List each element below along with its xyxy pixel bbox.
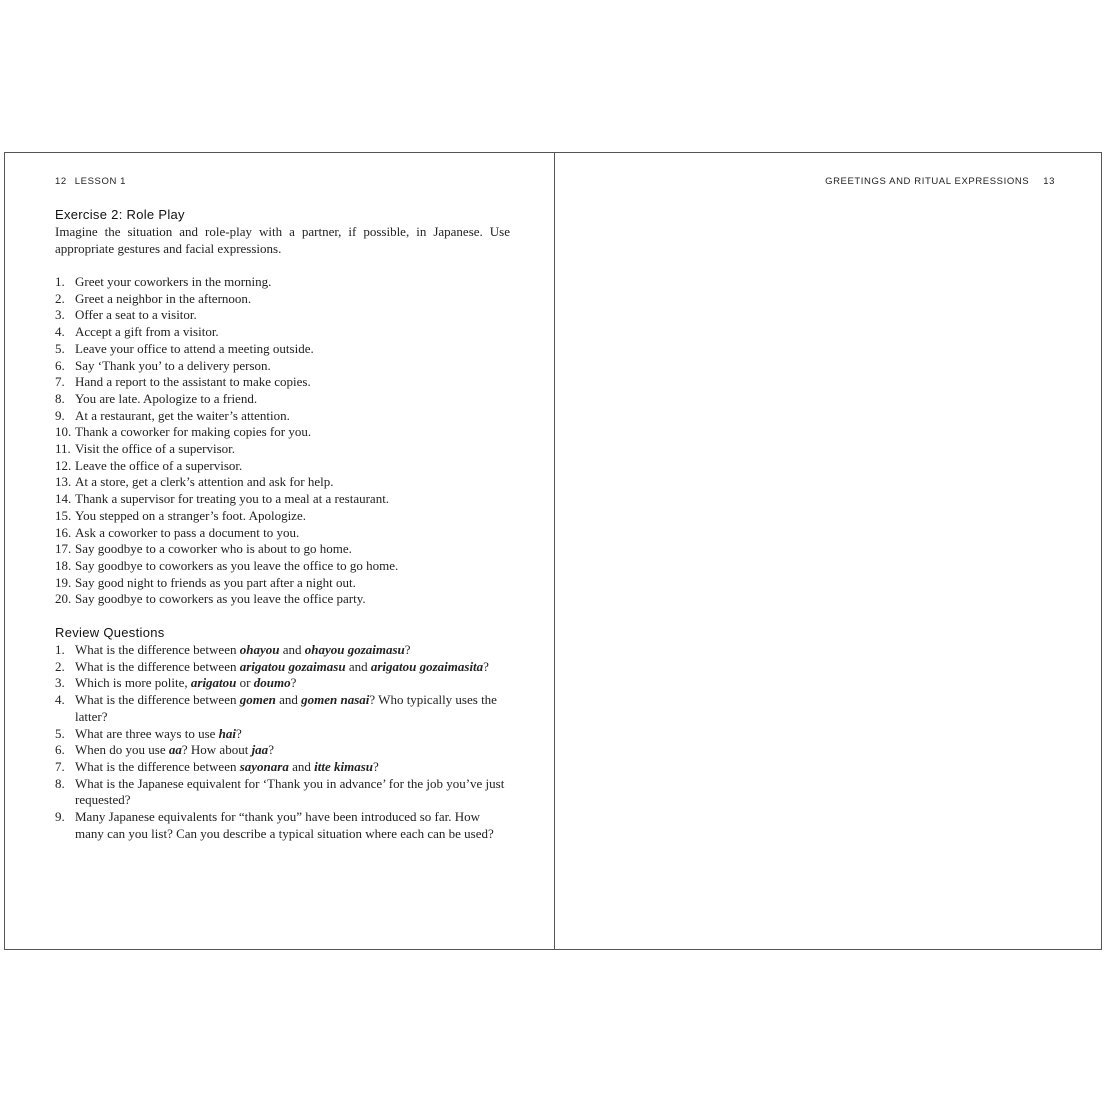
japanese-term: sayonara [239,758,289,774]
item-number: 2. [55,290,65,306]
item-number: 14. [55,491,72,507]
review-questions-list [55,642,510,842]
question-text: and [279,642,305,658]
question-number: 3. [55,675,65,691]
question-text: What is the difference between [75,692,240,708]
question-number: 1. [55,642,65,658]
right-running-title: GREETINGS AND RITUAL EXPRESSIONS [825,176,1030,187]
exercise-list [55,274,510,608]
review-question [55,809,510,842]
item-number: 7. [55,374,65,390]
exercise-item [55,324,510,341]
japanese-term: doumo [253,675,291,691]
exercise-item [55,291,510,308]
question-number: 5. [55,725,65,741]
exercise-item [55,374,510,391]
review-question [55,692,510,725]
item-text: Leave your office to attend a meeting outside. [75,340,314,356]
japanese-term: arigatou gozaimasu [239,658,346,674]
question-text: ? [373,758,379,774]
question-number: 4. [55,692,65,708]
japanese-term: ohayou gozaimasu [304,642,405,658]
question-text: ? [483,658,489,674]
exercise-item [55,307,510,324]
item-text: You stepped on a stranger’s foot. Apologize. [75,507,306,523]
item-text: Accept a gift from a visitor. [75,324,219,340]
item-text: Ask a coworker to pass a document to you. [75,524,300,540]
item-text: Visit the office of a supervisor. [75,441,235,457]
item-text: Say good night to friends as you part after a night out. [75,574,356,590]
item-number: 16. [55,524,72,540]
question-text: ? Who typically uses the latter? [75,692,497,724]
review-question [55,659,510,676]
exercise-item [55,391,510,408]
left-page [5,153,554,949]
item-number: 18. [55,557,72,573]
exercise-item [55,358,510,375]
review-title: Review Questions [55,625,165,641]
question-number: 2. [55,658,65,674]
item-number: 1. [55,274,65,289]
question-text: ? [404,642,411,658]
question-text: ? [236,725,242,741]
exercise-title: Exercise 2: Role Play [55,207,185,222]
japanese-term: gomen nasai [301,692,370,708]
exercise-item [55,508,510,525]
item-number: 6. [55,357,65,373]
question-text: What is the difference between [75,642,240,658]
right-page [555,153,1101,949]
question-number: 7. [55,758,65,774]
left-page-content [55,206,510,843]
exercise-intro: Imagine the situation and role-play with a partner, if possible, in Japanese. Use appropriate gestures and facial expressions. [55,224,510,256]
left-running-title: LESSON 1 [74,176,127,187]
item-number: 5. [55,340,65,356]
item-text: Thank a supervisor for treating you to a meal at a restaurant. [75,491,390,507]
question-text: and [345,658,371,674]
question-text: ? [268,742,274,758]
item-text: Say goodbye to coworkers as you leave the office party. [75,591,366,607]
item-number: 10. [55,424,72,440]
japanese-term: aa [168,742,182,758]
item-number: 4. [55,324,65,340]
japanese-term: hai [218,725,237,741]
item-number: 13. [55,474,72,490]
question-text: What is the Japanese equivalent for ‘Thank you in advance’ for the job you’ve just requested? [75,775,505,808]
exercise-item [55,441,510,458]
exercise-item [55,424,510,441]
exercise-item [55,591,510,608]
item-number: 3. [55,307,65,323]
question-text: ? How about [181,742,252,758]
exercise-item [55,341,510,358]
item-text: Leave the office of a supervisor. [75,457,243,473]
item-text: Offer a seat to a visitor. [75,307,197,323]
review-question [55,759,510,776]
exercise-item [55,408,510,425]
exercise-item [55,274,510,291]
item-text: Greet a neighbor in the afternoon. [75,290,252,306]
item-number: 20. [55,591,72,607]
item-number: 11. [55,441,71,457]
question-text: When do you use [75,742,169,758]
japanese-term: ohayou [239,642,280,658]
item-text: At a restaurant, get the waiter’s attention. [75,407,290,423]
question-text: Which is more polite, [75,675,191,691]
review-question [55,726,510,743]
right-running-head [825,176,1055,187]
item-text: Say goodbye to coworkers as you leave the office to go home. [75,557,399,573]
right-page-number: 13 [1043,176,1055,187]
exercise-item [55,525,510,542]
question-text: What is the difference between [75,758,240,774]
item-text: Hand a report to the assistant to make copies. [75,374,311,390]
question-number: 6. [55,742,65,758]
left-page-number: 12 [55,176,67,187]
item-text: You are late. Apologize to a friend. [75,390,258,406]
question-number: 9. [55,809,65,825]
question-text: and [275,692,302,708]
review-question [55,642,510,659]
japanese-term: jaa [251,742,269,758]
question-text: What is the difference between [75,658,240,674]
question-text: or [236,675,254,691]
exercise-item [55,491,510,508]
japanese-term: arigatou [190,675,237,691]
exercise-item [55,541,510,558]
item-number: 9. [55,407,65,423]
exercise-item [55,558,510,575]
item-text: Greet your coworkers in the morning. [75,274,272,289]
item-number: 19. [55,574,72,590]
item-number: 15. [55,507,72,523]
item-number: 8. [55,390,65,406]
item-text: Thank a coworker for making copies for you. [75,424,312,440]
japanese-term: gomen [239,692,276,708]
exercise-item [55,474,510,491]
review-question [55,675,510,692]
question-number: 8. [55,775,65,791]
review-question [55,742,510,759]
item-text: At a store, get a clerk’s attention and ask for help. [75,474,334,490]
book-spread [4,152,1102,950]
question-text: ? [290,675,297,691]
left-running-head [55,176,126,187]
exercise-item [55,458,510,475]
question-text: and [288,758,315,774]
item-text: Say goodbye to a coworker who is about to go home. [75,541,352,557]
exercise-item [55,575,510,592]
item-number: 12. [55,457,72,473]
question-text: Many Japanese equivalents for “thank you” have been introduced so far. How many can you list? Can you describe a typical situation where each can be used? [75,809,494,841]
question-text: What are three ways to use [75,725,219,741]
japanese-term: itte kimasu [314,758,373,774]
item-text: Say ‘Thank you’ to a delivery person. [75,357,271,373]
item-number: 17. [55,541,72,557]
review-question [55,776,510,809]
japanese-term: arigatou gozaimasita [370,658,484,674]
